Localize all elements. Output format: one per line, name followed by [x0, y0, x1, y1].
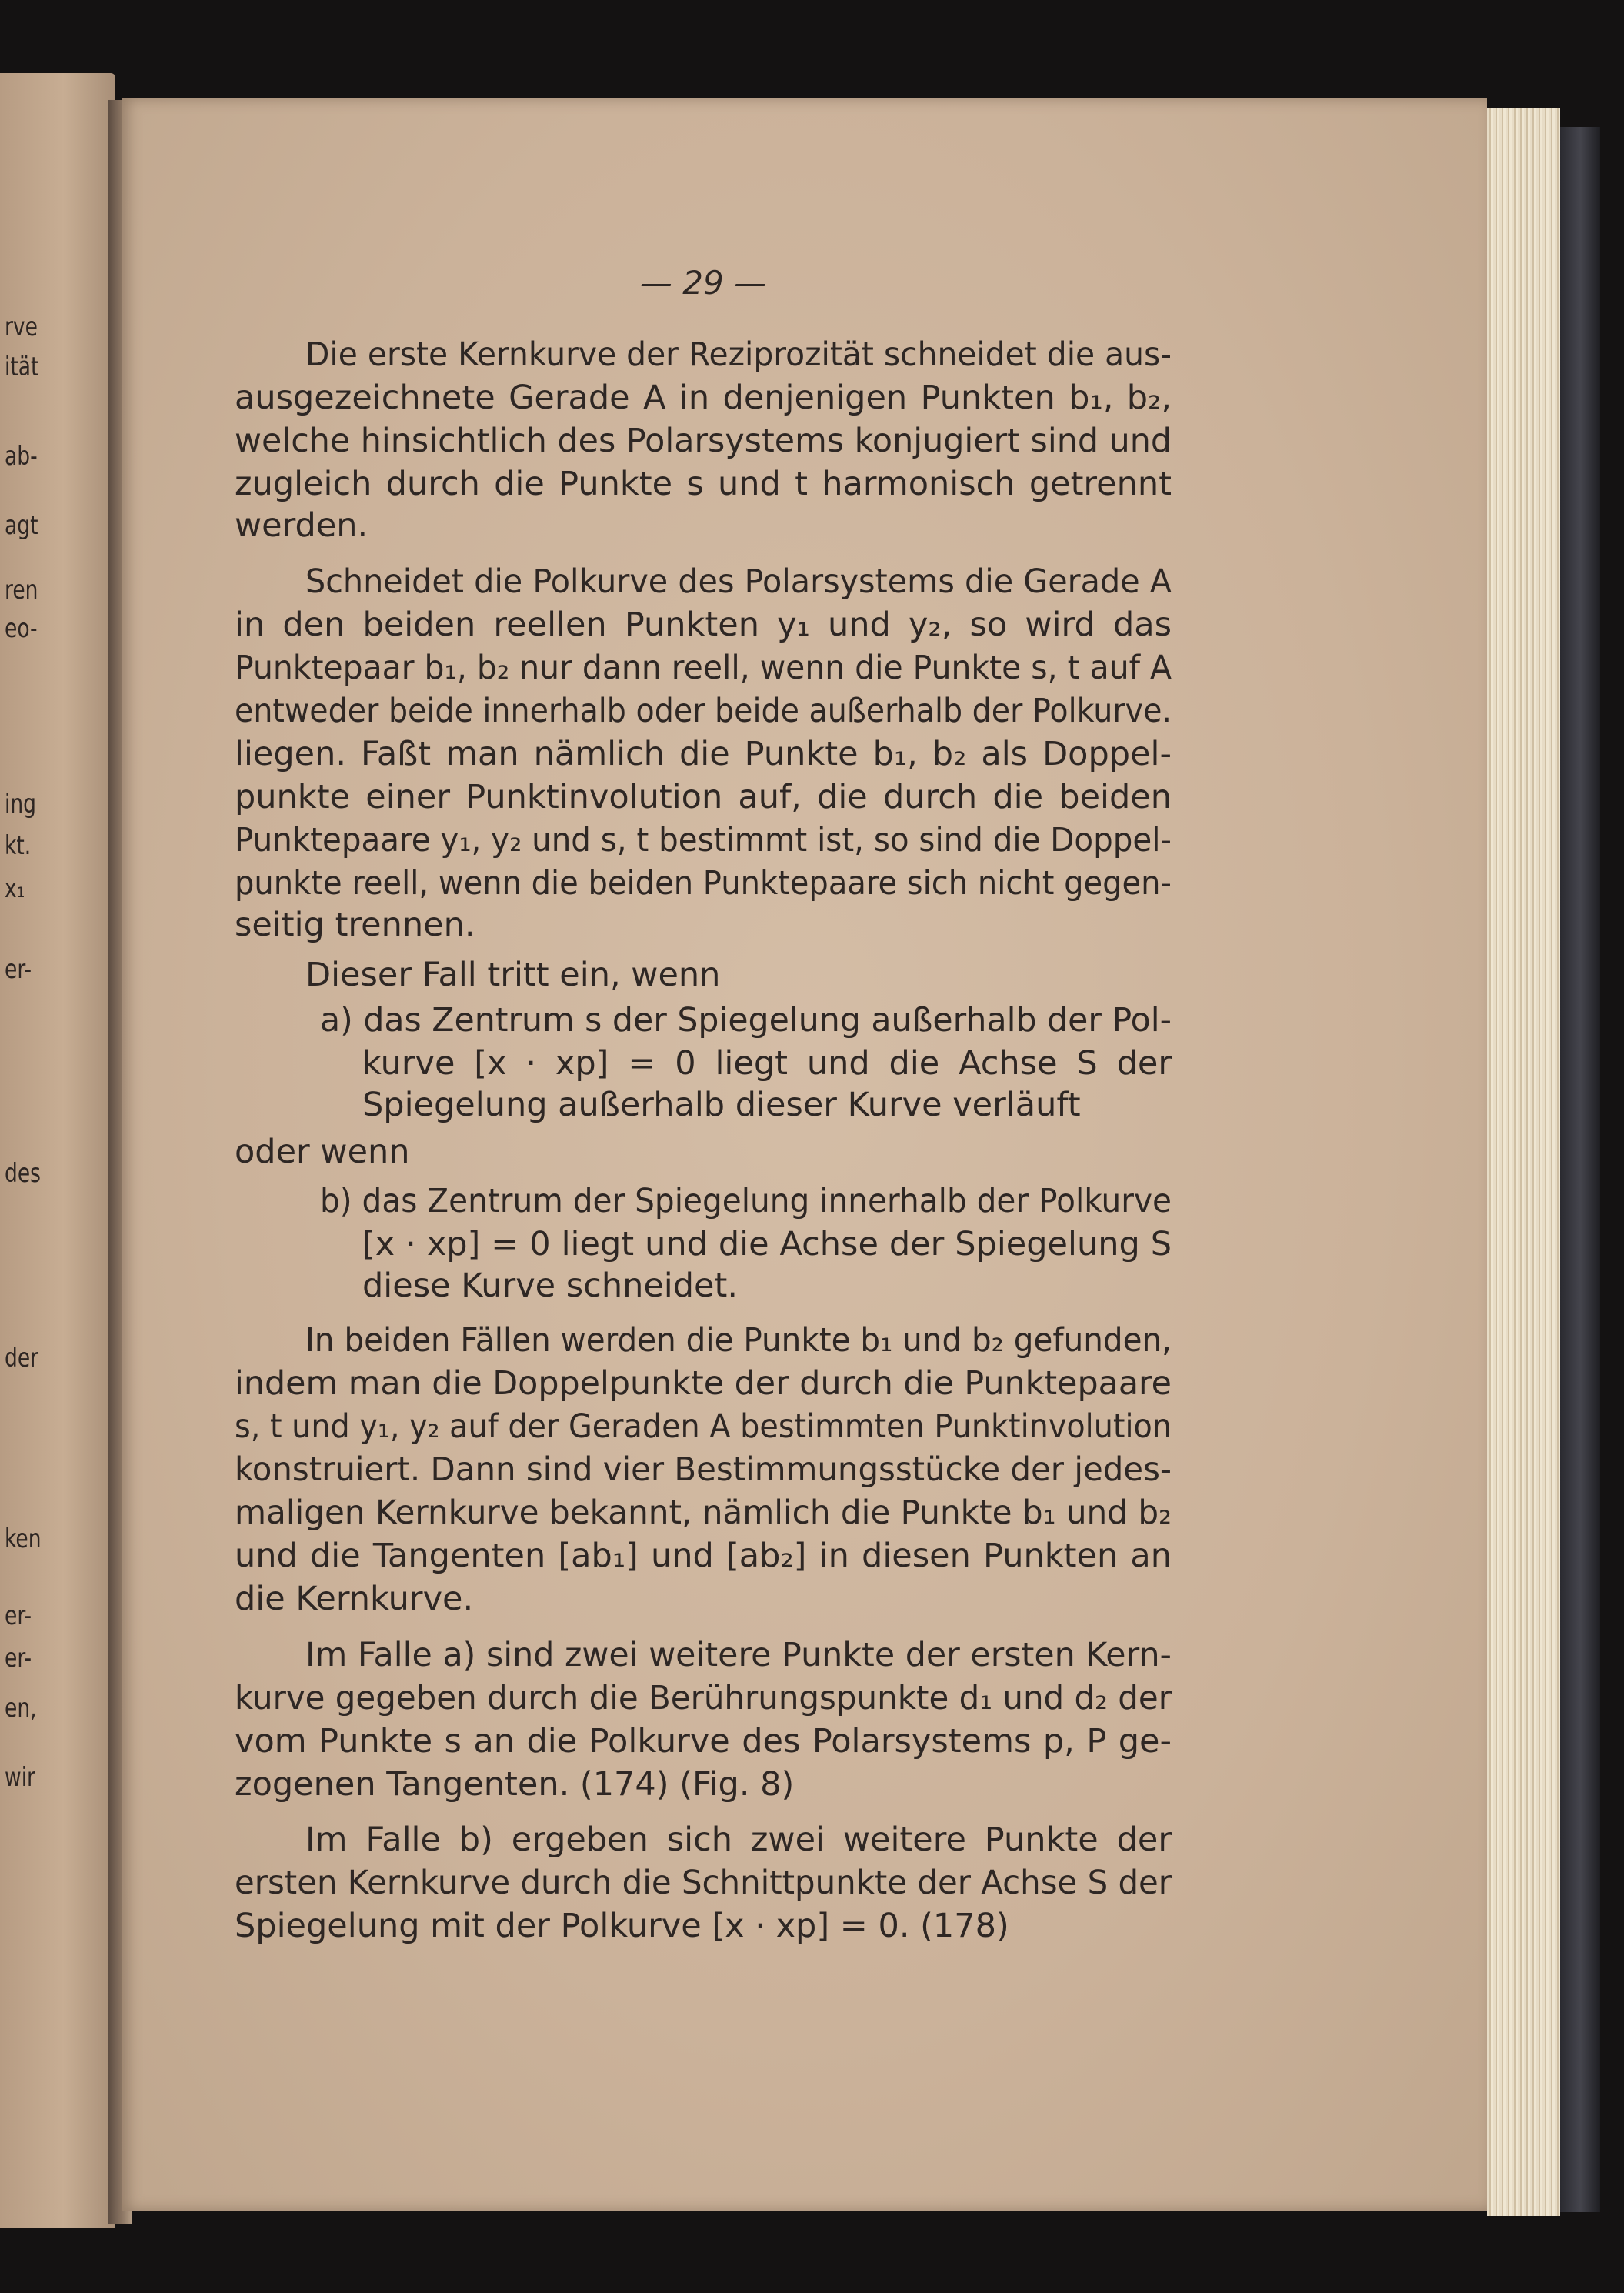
- left-page-fragment: wir: [5, 1762, 35, 1793]
- text-line: liegen. Faßt man nämlich die Punkte b₁, b₂ als Doppel-: [235, 735, 1172, 773]
- left-page-fragment: ren: [5, 575, 38, 606]
- text-line: Spiegelung außerhalb dieser Kurve verläuft: [362, 1086, 1081, 1124]
- text-line: konstruiert. Dann sind vier Bestimmungsstücke der jedes-: [235, 1450, 1172, 1489]
- text-line: oder wenn: [235, 1133, 410, 1171]
- text-line: Schneidet die Polkurve des Polarsystems die Gerade A: [305, 562, 1172, 601]
- text-line: Spiegelung mit der Polkurve [x · xp] = 0. (178): [235, 1907, 1009, 1945]
- text-line: werden.: [235, 506, 368, 545]
- left-page-fragment: des: [5, 1158, 41, 1189]
- left-page: [0, 73, 115, 2228]
- text-line: zogenen Tangenten. (174) (Fig. 8): [235, 1765, 795, 1804]
- left-page-fragment: ken: [5, 1524, 42, 1554]
- text-line: kurve gegeben durch die Berührungspunkte d₁ und d₂ der: [235, 1679, 1172, 1717]
- text-line: b) das Zentrum der Spiegelung innerhalb der Polkurve: [320, 1182, 1172, 1220]
- text-line: s, t und y₁, y₂ auf der Geraden A bestimmten Punktinvolution: [235, 1407, 1172, 1446]
- text-line: kurve [x · xp] = 0 liegt und die Achse S der: [362, 1044, 1172, 1083]
- text-line: [x · xp] = 0 liegt und die Achse der Spiegelung S: [362, 1225, 1172, 1263]
- left-page-fragment: en,: [5, 1693, 37, 1724]
- text-line: Im Falle b) ergeben sich zwei weitere Punkte der: [305, 1821, 1172, 1859]
- text-line: Dieser Fall tritt ein, wenn: [305, 956, 721, 994]
- left-page-fragment: rve: [5, 312, 38, 342]
- left-page-fragment: der: [5, 1343, 39, 1373]
- text-line: punkte einer Punktinvolution auf, die durch die beiden: [235, 778, 1172, 816]
- left-page-fragment: er-: [5, 954, 32, 985]
- book-cover-edge: [1560, 127, 1600, 2212]
- text-line: zugleich durch die Punkte s und t harmonisch getrennt: [235, 465, 1172, 503]
- left-page-fragment: agt: [5, 510, 38, 541]
- text-line: diese Kurve schneidet.: [362, 1267, 739, 1305]
- left-page-fragment: ität: [5, 352, 39, 382]
- text-line: ausgezeichnete Gerade A in denjenigen Punkten b₁, b₂,: [235, 379, 1172, 417]
- text-line: welche hinsichtlich des Polarsystems konjugiert sind und: [235, 422, 1172, 460]
- text-line: seitig trennen.: [235, 906, 475, 944]
- text-line: in den beiden reellen Punkten y₁ und y₂, so wird das: [235, 606, 1172, 644]
- text-line: entweder beide innerhalb oder beide außerhalb der Polkurve.: [235, 692, 1172, 730]
- page-number: — 29 —: [639, 264, 767, 302]
- left-page-fragment: eo-: [5, 613, 38, 644]
- text-line: Punktepaar b₁, b₂ nur dann reell, wenn die Punkte s, t auf A: [235, 649, 1172, 687]
- text-line: In beiden Fällen werden die Punkte b₁ und b₂ gefunden,: [305, 1321, 1172, 1360]
- text-line: Die erste Kernkurve der Reziprozität schneidet die aus-: [305, 335, 1172, 374]
- text-line: und die Tangenten [ab₁] und [ab₂] in diesen Punkten an: [235, 1537, 1172, 1575]
- text-line: vom Punkte s an die Polkurve des Polarsystems p, P ge-: [235, 1722, 1172, 1761]
- page-edges: [1487, 108, 1560, 2216]
- left-page-fragment: x₁: [5, 873, 25, 904]
- left-page-fragment: er-: [5, 1643, 32, 1674]
- left-page-fragment: ing: [5, 789, 37, 819]
- left-page-fragment: er-: [5, 1600, 32, 1631]
- text-line: punkte reell, wenn die beiden Punktepaare sich nicht gegen-: [235, 864, 1172, 903]
- left-page-fragment: kt.: [5, 830, 32, 861]
- text-line: indem man die Doppelpunkte der durch die Punktepaare: [235, 1364, 1172, 1403]
- text-line: Im Falle a) sind zwei weitere Punkte der ersten Kern-: [305, 1636, 1172, 1674]
- text-line: ersten Kernkurve durch die Schnittpunkte der Achse S der: [235, 1864, 1172, 1902]
- text-line: Punktepaare y₁, y₂ und s, t bestimmt ist, so sind die Doppel-: [235, 821, 1172, 859]
- text-line: maligen Kernkurve bekannt, nämlich die Punkte b₁ und b₂: [235, 1494, 1172, 1532]
- left-page-fragment: ab-: [5, 441, 38, 472]
- text-line: a) das Zentrum s der Spiegelung außerhalb der Pol-: [320, 1001, 1172, 1040]
- text-line: die Kernkurve.: [235, 1580, 474, 1618]
